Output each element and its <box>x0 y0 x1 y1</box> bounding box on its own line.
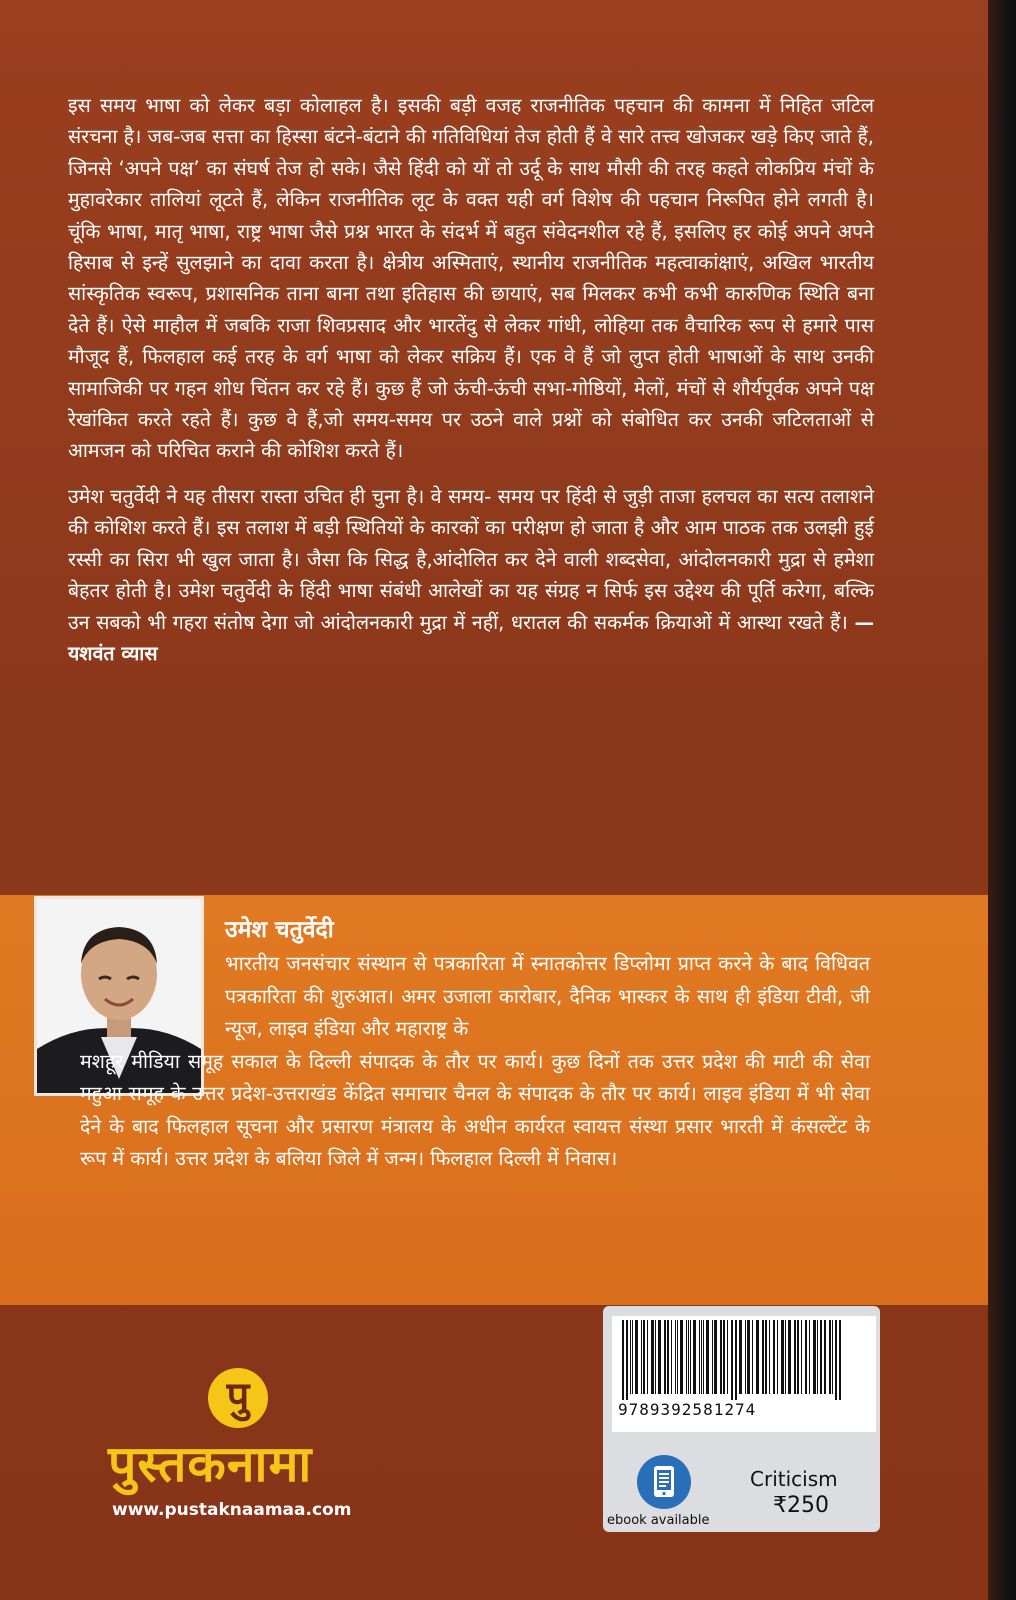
author-bio-rest: मशहूर मीडिया समूह सकाल के दिल्ली संपादक के तौर पर कार्य। कुछ दिनों तक उत्तर प्रदेश की माटी की सेवा महुआ समूह के उत्तर प्रदेश-उत्तराखंड केंद्रित समाचार चैनल के संपादक के तौर पर कार्य। लाइव इंडिया में भी सेवा देने के बाद फिलहाल सूचना और प्रसारण मंत्रालय के अधीन कार्यरत स्वायत्त संस्था प्रसार भारती में कंसल्टेंट के रूप में कार्य। उत्तर प्रदेश के बलिया जिले में जन्म। फिलहाल दिल्ली में निवास। <box>80 1049 870 1170</box>
blurb-paragraph-1: इस समय भाषा को लेकर बड़ा कोलाहल है। इसकी बड़ी वजह राजनीतिक पहचान की कामना में निहित जटिल संरचना है। जब-जब सत्ता का हिस्सा बंटने-बंटाने की गतिविधियां तेज होती हैं वे सारे तत्त्व खोजकर खड़े किए जाते हैं, जिनसे ‘अपने पक्ष’ का संघर्ष तेज हो सके। जैसे हिंदी को यों तो उर्दू के साथ मौसी की तरह कहते लोकप्रिय मंचों के मुहावरेकार तालियां लूटते हैं, लेकिन राजनीतिक लूट के वक्त यही वर्ग विशेष की पहचान निरूपित होने लगती है। चूंकि भाषा, मातृ भाषा, राष्ट्र भाषा जैसे प्रश्न भारत के संदर्भ में बहुत संवेदनशील रहे हैं, इसलिए हर कोई अपने अपने हिसाब से इन्हें सुलझाने का दावा करता है। क्षेत्रीय अस्मिताएं, स्थानीय राजनीतिक महत्वाकांक्षाएं, अखिल भारतीय सांस्कृतिक स्वरूप, प्रशासनिक ताना बाना तथा इतिहास की छायाएं, सब मिलकर कभी कभी कारुणिक स्थिति बना देते हैं। ऐसे माहौल में जबकि राजा शिवप्रसाद और भारतेंदु से लेकर गांधी, लोहिया तक वैचारिक रूप से हमारे पास मौजूद हैं, फिलहाल कई तरह के वर्ग भाषा को लेकर सक्रिय हैं। एक वे हैं जो लुप्त होती भाषाओं के साथ उनकी सामाजिकी पर गहन शोध चिंतन कर रहे हैं। कुछ हैं जो ऊंची-ऊंची सभा-गोष्ठियों, मेलों, मंचों से शौर्यपूर्वक अपने पक्ष रेखांकित करते रहते हैं। कुछ वे हैं,जो समय-समय पर उठने वाले प्रश्नों को संबोधित कर उनकी जटिलताओं से आमजन को परिचित कराने की कोशिश करते हैं। <box>68 94 874 463</box>
ebook-icon <box>637 1455 691 1509</box>
blurb-paragraph-2 <box>68 481 874 669</box>
isbn-number: 9789392581274 <box>618 1400 757 1419</box>
publisher-logo-icon: पु <box>208 1368 268 1428</box>
barcode-bars-icon <box>612 1316 876 1400</box>
author-bio-first-lines: भारतीय जनसंचार संस्थान से पत्रकारिता में स्नातकोत्तर डिप्लोमा प्राप्त करने के बाद विधिवत पत्रकारिता की शुरुआत। अमर उजाला कारोबार, दैनिक भास्कर के साथ ही इंडिया टीवी, जी न्यूज, लाइव इंडिया और महाराष्ट्र के <box>225 952 870 1040</box>
ebook-available-label: ebook available <box>607 1513 710 1528</box>
author-name: उमेश चतुर्वेदी <box>225 917 334 943</box>
tablet-icon <box>637 1455 691 1509</box>
publisher-website: www.pustaknaamaa.com <box>112 1500 352 1520</box>
publisher-name: पुस्तकनामा <box>108 1435 313 1493</box>
blurb-signature: —यशवंत व्यास <box>68 610 874 665</box>
author-bio <box>80 948 870 1176</box>
genre-label: Criticism <box>750 1467 838 1491</box>
price-label: ₹250 <box>773 1493 829 1518</box>
blurb-paragraph-2-text: उमेश चतुर्वेदी ने यह तीसरा रास्ता उचित ही चुना है। वे समय- समय पर हिंदी से जुड़ी ताजा हलचल का सत्य तलाशने की कोशिश करते हैं। इस तलाश में बड़ी स्थितियों के कारकों का परीक्षण हो जाता है और आम पाठक तक उलझी हुई रस्सी का सिरा भी खुल जाता है। जैसा कि सिद्ध है,आंदोलित कर देने वाली शब्दसेवा, आंदोलनकारी मुद्रा से हमेशा बेहतर होती है। उमेश चतुर्वेदी के हिंदी भाषा संबंधी आलेखों का यह संग्रह न सिर्फ इस उद्देश्य की पूर्ति करेगा, बल्कि उन सबको भी गहरा संतोष देगा जो आंदोलनकारी मुद्रा में नहीं, धरातल की सकर्मक क्रियाओं में आस्था रखते हैं। <box>68 484 874 634</box>
book-spine-edge <box>988 0 1016 1600</box>
blurb-text <box>68 90 874 683</box>
